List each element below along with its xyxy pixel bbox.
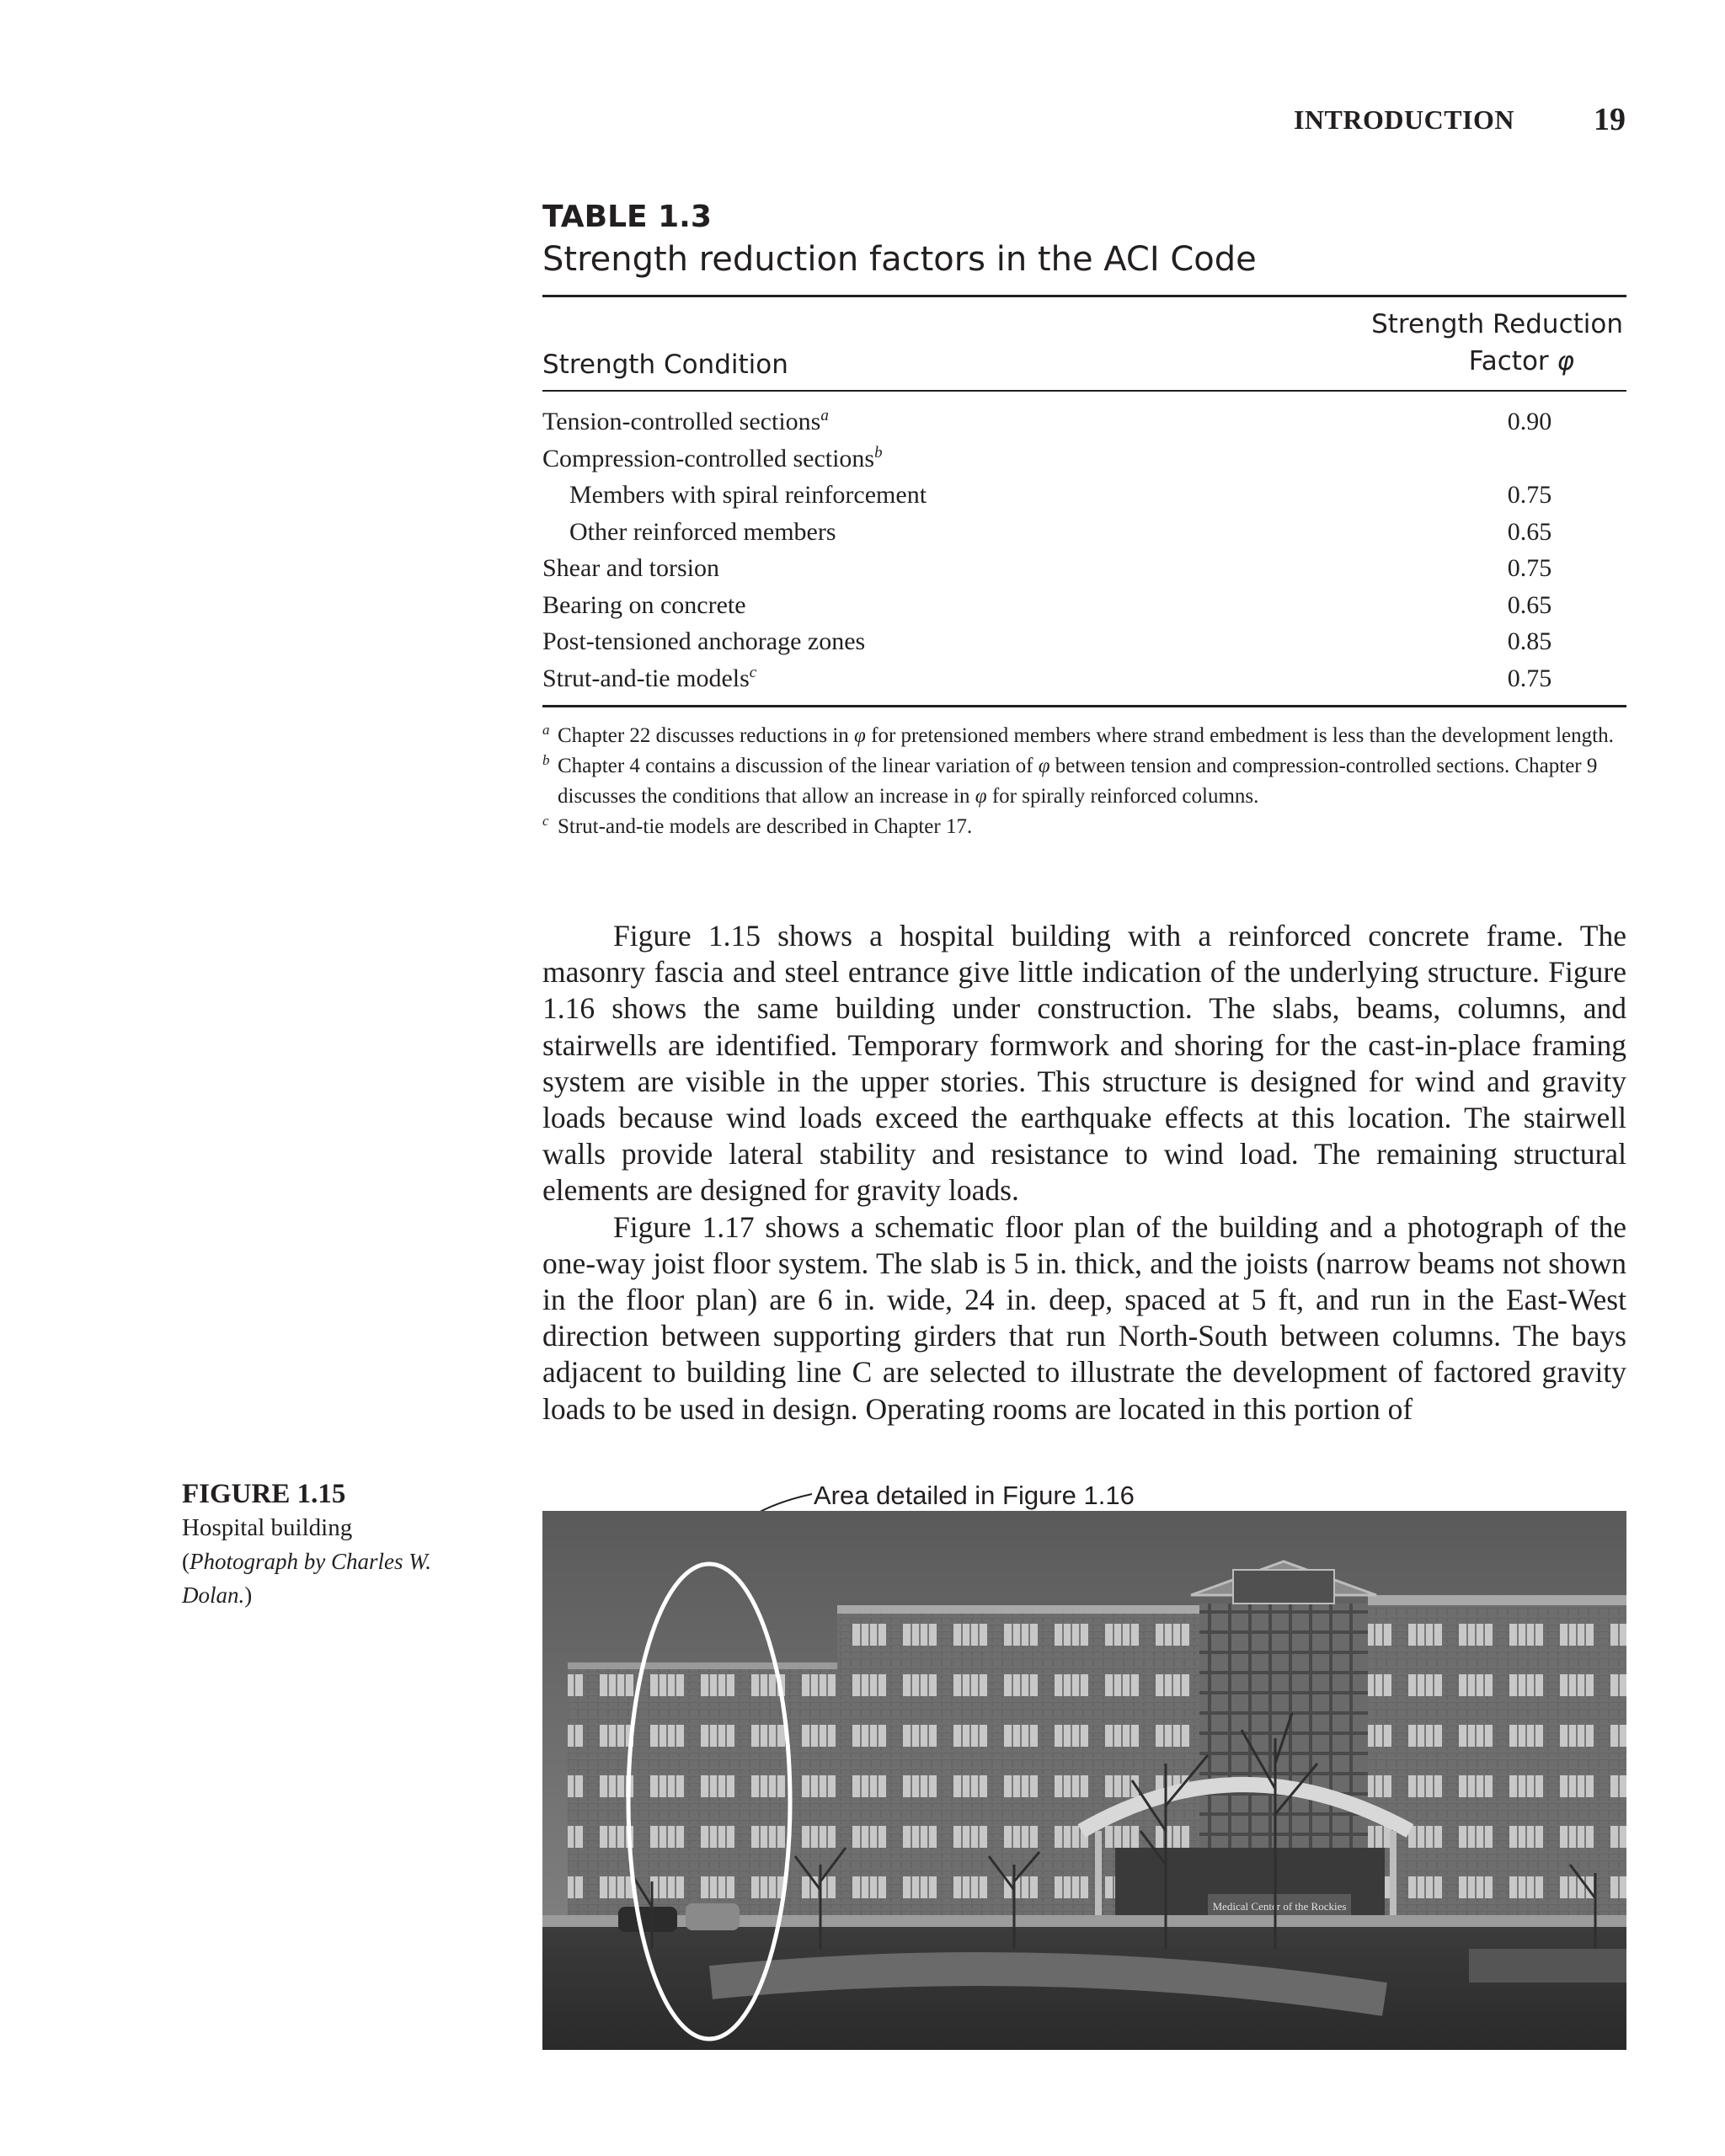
parked-car bbox=[618, 1907, 677, 1932]
running-head bbox=[1263, 101, 1632, 138]
hospital-sign-text: Medical Center of the Rockies bbox=[1212, 1900, 1347, 1913]
figure-credit bbox=[182, 1545, 468, 1612]
table-row bbox=[542, 623, 1626, 660]
col-header-factor-word: Factor bbox=[1468, 346, 1549, 376]
row-condition bbox=[542, 440, 883, 478]
note-text: Chapter 4 contains a discussion of the linear variation of bbox=[558, 755, 1039, 777]
row-factor: 0.65 bbox=[1507, 590, 1552, 619]
table-row bbox=[542, 514, 1626, 551]
row-condition: Shear and torsion bbox=[542, 554, 719, 582]
note-text: for spirally reinforced columns. bbox=[986, 785, 1259, 808]
row-condition-text: Strut-and-tie models bbox=[542, 664, 750, 692]
figure-label: FIGURE 1.15 bbox=[182, 1479, 346, 1509]
row-factor: 0.75 bbox=[1507, 481, 1552, 509]
credit-paren: ) bbox=[244, 1582, 253, 1608]
figure-credit-text: Photograph by Charles W. Dolan. bbox=[182, 1549, 432, 1608]
table-title: Strength reduction factors in the ACI Code bbox=[542, 240, 1257, 279]
row-factor: 0.75 bbox=[1507, 554, 1552, 582]
paragraph: Figure 1.15 shows a hospital building with a reinforced concrete frame. The masonry fascia and steel entrance give little indication of the underlying structure. Figure 1.16 shows the same building under construction. The slabs, beams, columns, and stairwells are identified. Temporary formwork and shoring for the cast-in-place framing system are visible in the upper stories. This structure is designed for wind and gravity loads because wind loads exceed the earthquake effects at this location. The stairwell walls provide lateral stability and resistance to wind load. The remaining structural elements are designed for gravity loads. bbox=[542, 919, 1626, 1208]
parked-car bbox=[686, 1903, 740, 1930]
col-header-factor-line2 bbox=[1371, 343, 1623, 380]
paragraph: Figure 1.17 shows a schematic floor plan of the building and a photograph of the one-way joist floor system. The slab is 5 in. thick, and the joists (narrow beams not shown in the floor plan) are 6 in. wide, 24 in. deep, spaced at 5 ft, and run in the East-West direction between supporting girders that run North-South between columns. The bays adjacent to building line C are selected to illustrate the development of factored gravity loads to be used in design. Operating rooms are located in this portion of bbox=[542, 1209, 1626, 1426]
table-row bbox=[542, 440, 1626, 478]
table-note bbox=[542, 751, 1626, 812]
building-right-wing bbox=[1368, 1604, 1626, 1924]
table-row bbox=[542, 403, 1626, 440]
row-condition: Members with spiral reinforcement bbox=[569, 481, 927, 509]
note-text: Chapter 22 discusses reductions in bbox=[558, 724, 855, 747]
row-condition: Other reinforced members bbox=[569, 517, 836, 546]
table-note bbox=[542, 812, 1626, 842]
table-top-rule bbox=[542, 295, 1626, 297]
row-condition: Post-tensioned anchorage zones bbox=[542, 627, 866, 655]
table-bottom-rule bbox=[542, 705, 1626, 707]
row-condition-text: Tension-controlled sections bbox=[542, 408, 821, 435]
table-note bbox=[542, 721, 1626, 751]
table-row bbox=[542, 587, 1626, 624]
running-head-section: INTRODUCTION bbox=[1293, 104, 1514, 135]
table-row bbox=[542, 477, 1626, 514]
phi-symbol: φ bbox=[1557, 346, 1574, 376]
phi-symbol: φ bbox=[854, 724, 866, 747]
col-header-factor bbox=[1371, 306, 1623, 380]
phi-symbol: φ bbox=[1038, 755, 1050, 777]
note-mark: b bbox=[542, 752, 550, 768]
row-condition-text: Compression-controlled sections bbox=[542, 444, 875, 472]
note-text: for pretensioned members where strand embedment is less than the development length. bbox=[865, 724, 1614, 747]
row-factor: 0.65 bbox=[1507, 517, 1552, 546]
footnote-mark: a bbox=[820, 407, 829, 424]
note-mark: a bbox=[542, 722, 550, 738]
col-header-factor-line1: Strength Reduction bbox=[1371, 309, 1623, 339]
table-body bbox=[542, 392, 1626, 705]
col-header-condition: Strength Condition bbox=[542, 350, 788, 380]
table-row bbox=[542, 550, 1626, 587]
row-condition bbox=[542, 660, 756, 697]
row-condition: Bearing on concrete bbox=[542, 590, 746, 619]
figure-title: Hospital building bbox=[182, 1514, 353, 1541]
footnote-mark: c bbox=[749, 663, 757, 681]
table-header bbox=[542, 302, 1626, 390]
note-mark: c bbox=[542, 813, 549, 829]
table-label: TABLE 1.3 bbox=[542, 200, 712, 234]
table-block bbox=[542, 199, 1626, 842]
credit-paren: ( bbox=[182, 1549, 190, 1574]
row-factor: 0.85 bbox=[1507, 627, 1552, 655]
row-factor: 0.90 bbox=[1507, 408, 1552, 435]
footnote-mark: b bbox=[874, 443, 883, 462]
note-text: Strut-and-tie models are described in Chapter 17. bbox=[558, 815, 973, 838]
phi-symbol: φ bbox=[975, 785, 987, 808]
note-text: between tension and compression-controlled sections. Chapter 9 discusses the conditions that allow an increase in bbox=[558, 755, 1598, 808]
page-number: 19 bbox=[1594, 102, 1626, 137]
body-text bbox=[542, 918, 1626, 1428]
row-factor: 0.75 bbox=[1507, 664, 1552, 692]
row-condition bbox=[542, 403, 829, 440]
figure-caption bbox=[182, 1477, 468, 1612]
hospital-photo bbox=[542, 1511, 1626, 2050]
figure-annotation: Area detailed in Figure 1.16 bbox=[814, 1481, 1135, 1510]
table-notes bbox=[542, 721, 1626, 842]
table-row bbox=[542, 660, 1626, 697]
